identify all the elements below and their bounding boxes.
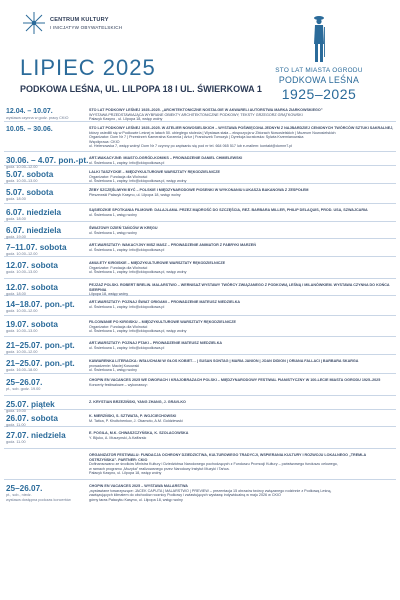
event-date [6,283,86,297]
event-date-text: 6.07. niedziela [6,226,62,235]
event-detail: prowadzenie: Maciej Kosowski [89,363,140,368]
event-time: godz. 10.00–12.00 [6,165,38,169]
event-date-text: 12.07. sobota [6,261,58,270]
event-detail: zawiązujących klimatem do obchodów rocznicy Podkowy i zwiastujących wystawę indywidualną w maju 2026 w CKIO [89,493,281,497]
event-detail: Współpraca: CKIO [89,139,120,144]
org-name-line1: CENTRUM KULTURY [50,17,109,23]
address: PODKOWA LEŚNA, UL. LILPOPA 18 I UL. ŚWIERKOWA 1 [20,84,262,94]
event-description [89,414,394,423]
event-description [89,156,394,165]
event-title: ART-WAKACYJNE: MIASTO-OGRÓD-KOMIKS – PROWADZENIE DANIEL CHMIELEWSKI [89,156,243,160]
event-detail: ul. Świerkowa 1, zapisy: info@ckiopodkowa.pl [89,160,165,165]
row-separator [4,373,396,374]
event-time: godz. 11.00 [6,423,26,427]
event-date-text: 26.07. sobota [6,414,58,423]
event-description [89,378,394,387]
event-detail: Pleszewski Pałacyk Kasyno, ul. Lilpopa 18, wstęp wolny [89,192,181,197]
event-title: KAWIARENKA LITERACKA: WSŁUCHANI W GŁOS KOBIET… | SUSAN SONTAG | MARIA JANION | JOAN DIDION | ORIANA FALLACI | BARBARA SKARGA [89,359,359,363]
event-date [6,108,86,121]
row-separator [4,203,396,204]
event-date [6,414,86,428]
event-title: PEJZAŻ POLSKI. ROBERT BRELIN. MALARSTWO – WERNISAŻ WYSTAWY TWÓRCY ZWIĄZANEGO Z PODKOWĄ LEŚNĄ I MILANÓWKIEM. WYSTAWA CZYNNA DO KOŃCA SIERPNIA [89,283,390,292]
event-description [89,453,394,476]
event-description [89,320,394,334]
event-description [89,188,394,197]
event-time-note: wystawa dostępna podczas koncertów [6,497,71,502]
event-detail: Organizator: Fundacja dla Wolności [89,174,148,179]
event-detail: ul. Świerkowa 1, zapisy: info@ckiopodkowa.pl [89,304,165,309]
event-date [6,126,86,134]
event-title: ART-WARSZTATY: POZNAJ ŚWIAT ORIGAMI – PROWADZENIE MATEUSZ NIEDZIELKA [89,300,241,304]
event-description [89,341,394,350]
event-time: godz. 10.00–12.00 [6,252,38,256]
event-date [6,156,89,170]
event-description [89,261,394,275]
event-description [89,208,394,217]
event-detail: Y. Bijuko, A. Muszynski, A.Kaffarskı [89,435,147,440]
event-title: LALKI TASZYCKIE – MIĘDZYKULTUROWE WARSZTATY RĘKODZIELNICZE [89,170,220,174]
org-name [50,17,122,31]
event-description [89,126,394,149]
event-date [6,320,86,334]
event-time: pt., sob., niedz. [6,493,32,497]
event-description [89,359,394,373]
event-date-text: 30.06. – 4.07. pon.-pt. [6,156,89,165]
event-title: FILCOWANIE PO KIRGISKU – MIĘDZYKULTUROWE WARSZTATY RĘKODZIELNICZE [89,320,237,324]
event-time: godz. 18.00 [6,292,26,296]
event-title: CHOPIN EN VACANCES 2025 WE DWORACH I KRAJOBRAZACH POLSKI – MIĘDZYNARODOWY FESTIWAL PIANISTYCZNY W 100-LECIE MIASTA OGRODU 1925–2025 [89,378,381,382]
event-detail: ul. Świerkowa 1, zapisy: info@ckiopodkowa.pl, wstęp wolny [89,179,187,183]
man-with-umbrella-icon [309,14,329,66]
event-detail: Organizator: Fundacja dla Wolności [89,265,148,270]
event-time: godz. 19.00 [6,235,26,239]
event-date [6,341,86,355]
event-date [6,431,86,445]
event-detail: WYSTAWA PRZEDSTAWIAJĄCA WYBRANE OBIEKTY ARCHITEKTONICZNE PODKOWY, TEKSTY GRZEGORZ GRĄTKOWSKI [89,112,303,117]
row-separator [4,395,396,396]
row-separator [4,448,396,449]
event-title: STO LAT PODKOWY LEŚNEJ 1925–2025. W ATELIER NOWOSIELSKICH – WYSTAWA POŚWIĘCONA JEDNYM Z NAJBARDZIEJ CENIONYCH TWÓRCÓW SZTUKI SAKRALNEJ, [89,126,394,130]
event-time: wystawa czynna w godz. pracy CKIO [6,116,69,120]
event-detail: w ramach programu „Muzyka” realizowanego przez Narodowy Instytut Muzyki i Tańca. [89,466,230,471]
event-detail: ul. Świerkowa 1, zapisy: info@ckiopodkowa.pl [89,247,165,252]
anniversary-line1: STO LAT MIASTA OGRODU [275,67,363,74]
event-description [89,484,394,502]
event-date-text: 21–25.07. pon.-pt. [6,341,75,350]
event-detail: którzy osiedlili się w Podkowie Leśnej w latach 50. ubiegłego stulecia | Wystawa stała – ekspozycja w Zbiorach Nowosielskich | Muzeum Nowosielskich [89,130,336,135]
event-date [6,359,86,373]
event-time: godz. 18.00 [6,217,26,221]
event-title: SĄSIEDZKIE SPOTKANIA FILMOWE: DALAJLAMA. PRZEZ MĄDROŚĆ DO SZCZĘŚCIA, REŻ. BARBARA MILLER, PHILIP DELAQUIS, PROD. USA, SZWAJCARIA [89,208,368,212]
event-detail: Koncerty festiwalowe – wykonawcy: [89,382,148,387]
event-detail: ul. Świerkowa 1, zapisy: info@ckiopodkowa.pl, wstęp wolny [89,270,187,274]
event-time: godz. 11.00 [6,440,26,444]
event-detail: ul. Świerkowa 1, wstęp wolny [89,230,137,235]
event-title: E. POGILA, M.K. CHWASZCZYŃSKA, K. SZOLACOWSKA [89,431,189,435]
event-date [6,208,86,222]
event-description [89,300,394,309]
event-date-text: 25–26.07. [6,484,43,493]
event-detail: ul. Świerkowa 1, zapisy: info@ckiopodkowa.pl, wstęp wolny [89,329,187,333]
event-date [6,226,86,240]
event-description [89,108,394,122]
ckio-logo-icon [22,11,46,35]
event-date-text: 6.07. niedziela [6,208,62,217]
event-time: godz. 10.00–13.00 [6,329,38,333]
event-detail: Organizator: Dom Nr 7 | Przestrzeń Kameralna Korzenia | Artur | Franciszek Tomczyk | Dyrekcja kuratorska: Sylwia Krzemianowska [89,135,304,139]
event-title: ART-WARSZTATY: POZNAJ PTAKI – PROWADZENIE MATEUSZ NIEDZIELKA [89,341,223,345]
event-time: godz. 10.00–12.00 [6,350,38,354]
event-date [6,261,86,275]
anniversary-years: 1925–2025 [281,86,357,102]
event-detail: Lilpopa 18, wstęp wolny [89,292,129,296]
event-time: godz. 10.00–12.00 [6,309,38,313]
event-date-text: 10.05. – 30.06. [6,126,53,133]
event-description [89,283,394,297]
event-date-text: 19.07. sobota [6,320,58,329]
event-date-text: 21–25.07. pon.-pt. [6,359,75,368]
event-date [6,300,86,314]
event-detail: ul. Świerkowa 1, zapisy: info@ckiopodkowa.pl [89,345,165,350]
event-detail: Pałacyk Kasyno, ul. Lilpopa 18, wstęp wolny [89,471,162,475]
event-date-text: 12.07. sobota [6,283,58,292]
row-separator [4,479,396,480]
event-detail: Dofinansowano ze środków Ministra Kultury i Dziedzictwa Narodowego pochodzących z Funduszu Promocji Kultury – państwowego funduszu celowego, [89,462,338,466]
event-time: godz. 10.00–13.00 [6,179,38,183]
event-detail: Organizator: Fundacja dla Wolności [89,324,148,329]
anniversary-badge [250,14,388,104]
event-date-text: 5.07. sobota [6,170,54,179]
event-date [6,378,86,392]
event-date [6,170,86,184]
event-date-text: 25–26.07. [6,378,43,387]
event-title: CHOPIN EN VACANCES 2025 – WYSTAWA MALARSTWA [89,484,188,488]
event-date [6,484,86,502]
row-separator [4,278,396,279]
event-description [89,243,394,252]
event-title: ŻEBY SZCZĘŚLIWYM BYĆ – POLSKIE I MIĘDZYNARODOWE PIOSENKI W WYKONANIU ŁUKASZA BAKANOWA Z ZESPOŁEM [89,188,309,192]
event-time: pt., sob. godz. 19.00 [6,387,41,391]
event-date-text: 12.04. – 10.07. [6,108,53,115]
event-title: ŚWIATOWY DZIEŃ TAŃCÓW W KRĘGU [89,226,158,230]
event-detail: ul. Świerkowa 1, wstęp wolny [89,368,137,372]
event-time: godz. 16.00–18.00 [6,368,38,372]
event-description [89,226,394,235]
anniversary-line2: PODKOWA LEŚNA [278,75,360,85]
org-name-line2: I INICJATYW OBYWATELSKICH [50,25,123,30]
event-title: ORGANIZATOR FESTIWALU: FUNDACJA OCHRONY DZIEDZICTWA, KULTUROWEGO TRADYCJI, WSPIERANIA KULTURY I ROZWOJU LOKALNEGO „TREMLA OSTRZYŃSKA”. PARTNER: CKIO [89,453,367,462]
event-description [89,170,394,184]
event-detail: ul. Helenowska 7, wstęp wolny! Dom Nr 7 czynny po zapisaniu się pod nr tel. 664 065 517 lub e-mailem: kontakt@domnr7.pl [89,144,293,148]
event-detail: „wystawiane towarzyszące: JACEK CAPUTA | MALARSTWO | PREVIEW – prezentacja 15 obrazów twórcy związanego rodzinnie z Podkową Leśną, [89,488,332,493]
row-separator [4,151,396,152]
event-title: AMULETY KIRGISKIE – MIĘDZYKULTUROWE WARSZTATY RĘKODZIELNICZE [89,261,226,265]
event-date [6,400,86,414]
event-date [6,188,86,202]
row-separator [4,315,396,316]
event-time: godz. 18.00 [6,197,26,201]
event-date-text: 25.07. piątek [6,400,55,409]
event-detail: górny taras Pałacyku Kasyno, ul. Lilpopa 18, wstęp wolny [89,497,183,502]
event-time: godz. 10.00–13.00 [6,270,38,274]
event-time: godz. 19.00 [6,409,26,413]
event-title: STO LAT PODKOWY LEŚNEJ 1925–2025. „ARCHITEKTONICZNE NOSTALGIE W AKWARELI AUTORSTWA MARKA ZIARKOWSKIEGO” [89,108,323,112]
event-title: ART-WARSZTATY: WAKACYJNY MISZ MASZ – PROWADZENIE ANIMATOR Z FABRYKI MARZEŃ [89,243,256,247]
event-detail: ul. Świerkowa 1, wstęp wolny [89,212,137,217]
row-separator [4,336,396,337]
event-date-text: 5.07. sobota [6,188,54,197]
page-title: LIPIEC 2025 [20,55,156,80]
event-detail: Pałacyk Kasyno , ul. Lilpopa 18, wstęp wolny [89,117,163,121]
event-date-text: 27.07. niedziela [6,431,66,440]
event-date [6,243,86,257]
event-date-text: 7–11.07. sobota [6,243,67,252]
event-detail: M. Tatica, P. Kholtchenkov, J. Okamoto, A.M. Goldzlewski [89,418,183,423]
event-title: K. MIERZŃSKI, S. SZTWATA, P. WOJCIECHOWSKI [89,414,177,418]
event-title: Z. KRYSTIAN BRZEZIŃSKI, YANG ZHANG, J. GRAVLKO [89,400,186,404]
event-description [89,431,394,440]
event-date-text: 14–18.07. pon.-pt. [6,300,75,309]
event-description [89,400,394,405]
